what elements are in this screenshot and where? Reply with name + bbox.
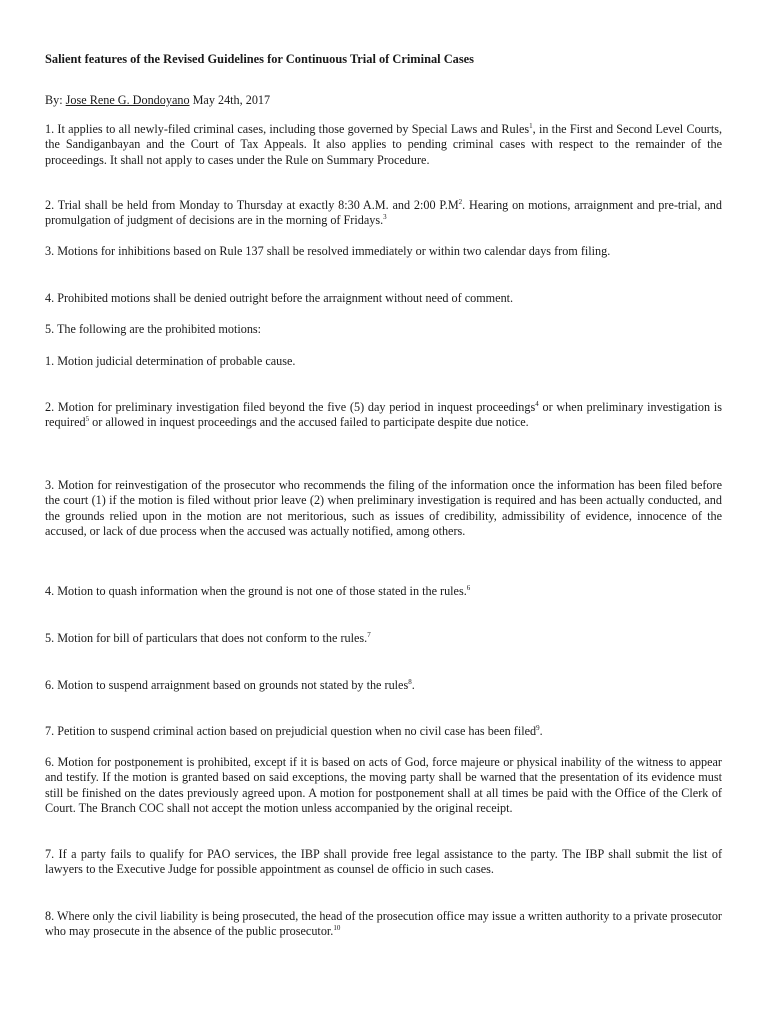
paragraph-7: 7. If a party fails to qualify for PAO services, the IBP shall provide free legal assistance to the party. The IBP shall submit the list of lawyers to the Executive Judge for possible appointment as counsel de officio in such cases. [45, 847, 722, 877]
author-link[interactable]: Jose Rene G. Dondoyano [65, 93, 190, 107]
footnote-ref[interactable]: 7 [367, 631, 371, 639]
byline [45, 93, 722, 108]
byline-date: May 24th, 2017 [189, 93, 271, 107]
footnote-ref[interactable]: 2 [458, 198, 463, 206]
paragraph-6: 6. Motion for postponement is prohibited, except if it is based on acts of God, force majeure or physical inability of the witness to appear and testify. If the motion is granted based on said exceptions, the moving party shall be warned that the presentation of its evidence must still be finished on the dates previously agreed upon. A motion for postponement shall at all times be paid with the Office of the Clerk of Court. The Branch COC shall not accept the motion unless accompanied by the original receipt. [45, 755, 722, 815]
prohibited-motion-2: 2. Motion for preliminary investigation filed beyond the five (5) day period in inquest proceedings$^4$ or when preliminary investigation is required$^5$ or allowed in inquest proceedings and the accused failed to participate despite due notice. [45, 400, 722, 430]
prohibited-motion-6: 6. Motion to suspend arraignment based on grounds not stated by the rules$^8$. [45, 678, 415, 692]
footnote-ref[interactable]: 4 [535, 400, 539, 408]
prohibited-motion-4: 4. Motion to quash information when the ground is not one of those stated in the rules.$^6$ [45, 584, 471, 598]
footnote-ref[interactable]: 10 [333, 924, 341, 933]
document-title: Salient features of the Revised Guidelines for Continuous Trial of Criminal Cases [45, 52, 474, 66]
prohibited-motion-7: 7. Petition to suspend criminal action based on prejudicial question when no civil case has been filed$^9$. [45, 724, 543, 738]
footnote-ref[interactable]: 6 [466, 584, 471, 592]
footnote-ref[interactable]: 5 [85, 415, 90, 424]
paragraph-1: 1. It applies to all newly-filed criminal cases, including those governed by Special Laws and Rules$^1$, in the First and Second Level Courts, the Sandiganbayan and the Court of Tax Appeals. It also applies to pending criminal cases with respect to the remainder of the proceedings. It shall not apply to cases under the Rule on Summary Procedure. [45, 122, 722, 167]
footnote-ref[interactable]: 3 [383, 213, 387, 222]
paragraph-4: 4. Prohibited motions shall be denied outright before the arraignment without need of comment. [45, 291, 514, 305]
paragraph-2: 2. Trial shall be held from Monday to Thursday at exactly 8:30 A.M. and 2:00 $P.M^2$. Hearing on motions, arraignment and pre-trial, and promulgation of judgment of decisions are in the morning of Fridays.$^3$ [45, 198, 722, 228]
prohibited-motion-3: 3. Motion for reinvestigation of the prosecutor who recommends the filing of the information once the information has been filed before the court (1) if the motion is filed without prior leave (2) when preliminary investigation is required and has been actually conducted, and the grounds relied upon in the motion are not meritorious, such as issues of credibility, admissibility of evidence, innocence of the accused, or lack of due process when the accused was actually notified, among others. [45, 478, 722, 538]
byline-prefix: By: [45, 93, 66, 107]
paragraph-8: 8. Where only the civil liability is being prosecuted, the head of the prosecution office may issue a written authority to a private prosecutor who may prosecute in the absence of the public prosecutor.$^{10}$ [45, 909, 722, 939]
paragraph-5: 5. The following are the prohibited motions: [45, 322, 262, 336]
footnote-ref[interactable]: 8 [408, 678, 412, 686]
footnote-ref[interactable]: 1 [529, 122, 533, 130]
prohibited-motion-1: 1. Motion judicial determination of probable cause. [45, 354, 296, 368]
prohibited-motion-5: 5. Motion for bill of particulars that does not conform to the rules.$^7$ [45, 631, 371, 645]
footnote-ref[interactable]: 9 [536, 724, 540, 732]
paragraph-3: 3. Motions for inhibitions based on Rule 137 shall be resolved immediately or within two calendar days from filing. [45, 244, 611, 258]
